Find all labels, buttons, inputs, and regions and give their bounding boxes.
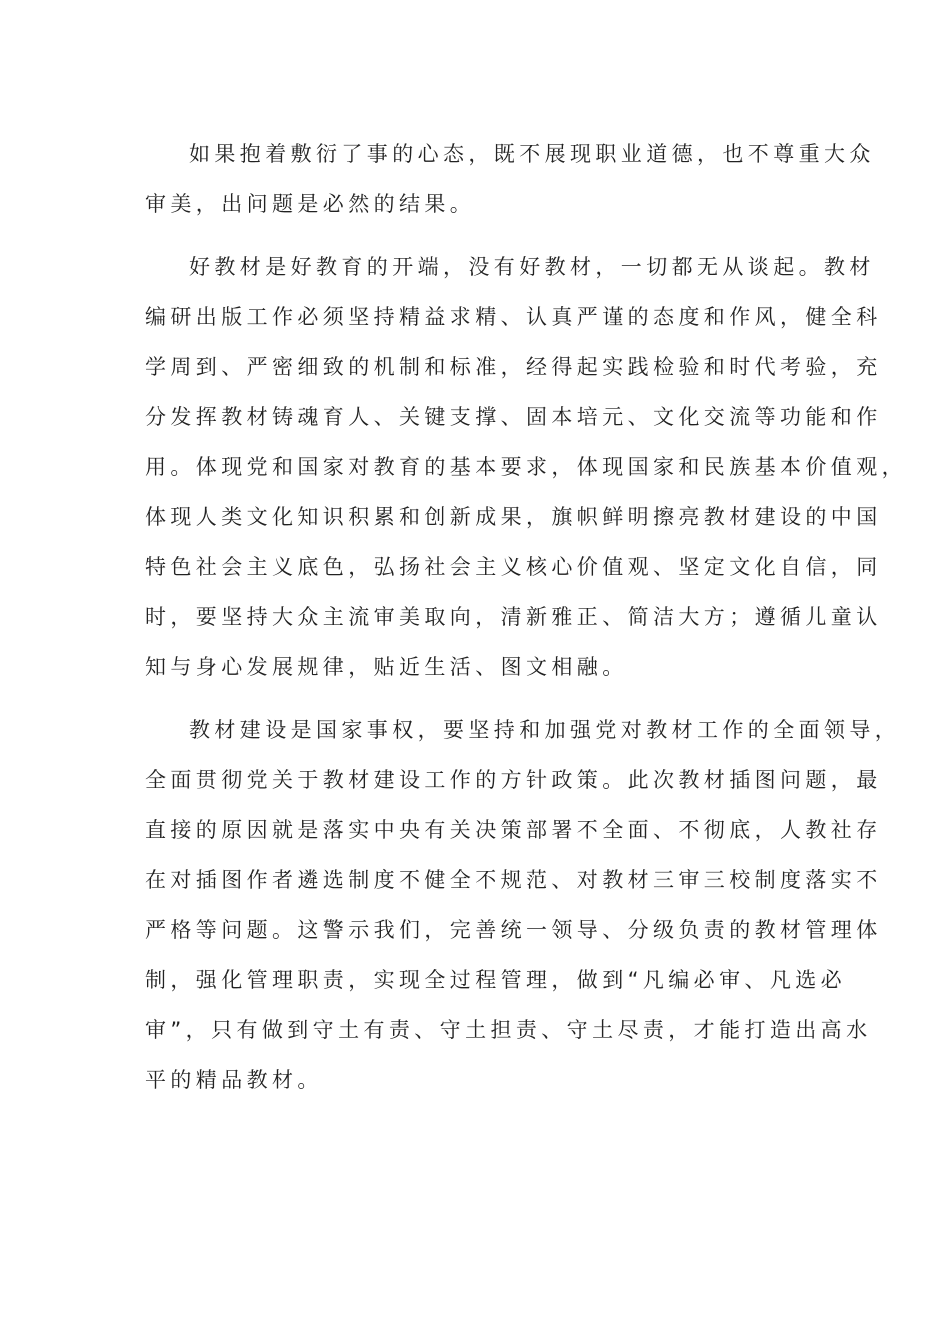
paragraph-line: 好教材是好教育的开端，没有好教材，一切都无从谈起。教材	[189, 255, 875, 279]
paragraph-line: 在对插图作者遴选制度不健全不规范、对教材三审三校制度落实不	[145, 868, 882, 892]
paragraph-line: 时，要坚持大众主流审美取向，清新雅正、简洁大方；遵循儿童认	[145, 605, 882, 629]
paragraph-line: 教材建设是国家事权，要坚持和加强党对教材工作的全面领导，	[189, 718, 901, 742]
paragraph-line: 如果抱着敷衍了事的心态，既不展现职业道德，也不尊重大众	[189, 142, 875, 166]
paragraph-3	[145, 705, 901, 1105]
paragraph-line: 全面贯彻党关于教材建设工作的方针政策。此次教材插图问题，最	[145, 768, 882, 792]
paragraph-line: 学周到、严密细致的机制和标准，经得起实践检验和时代考验，充	[145, 355, 882, 379]
paragraph-line: 编研出版工作必须坚持精益求精、认真严谨的态度和作风，健全科	[145, 305, 882, 329]
paragraph-line: 直接的原因就是落实中央有关决策部署不全面、不彻底，人教社存	[145, 818, 882, 842]
paragraph-line: 特色社会主义底色，弘扬社会主义核心价值观、坚定文化自信，同	[145, 555, 882, 579]
paragraph-line: 严格等问题。这警示我们，完善统一领导、分级负责的教材管理体	[145, 918, 882, 942]
paragraph-line: 分发挥教材铸魂育人、关键支撑、固本培元、文化交流等功能和作	[145, 405, 882, 429]
paragraph-1	[145, 129, 875, 229]
paragraph-line: 制，强化管理职责，实现全过程管理，做到“凡编必审、凡选必	[145, 968, 847, 992]
paragraph-line: 审”，只有做到守土有责、守土担责、守土尽责，才能打造出高水	[145, 1018, 872, 1042]
paragraph-line: 用。体现党和国家对教育的基本要求，体现国家和民族基本价值观，	[145, 455, 907, 479]
paragraph-line: 知与身心发展规律，贴近生活、图文相融。	[145, 655, 628, 679]
paragraph-2	[145, 242, 907, 692]
paragraph-line: 体现人类文化知识积累和创新成果，旗帜鲜明擦亮教材建设的中国	[145, 505, 882, 529]
paragraph-line: 审美，出问题是必然的结果。	[145, 192, 476, 216]
document-body	[145, 129, 907, 1118]
paragraph-line: 平的精品教材。	[145, 1068, 323, 1092]
